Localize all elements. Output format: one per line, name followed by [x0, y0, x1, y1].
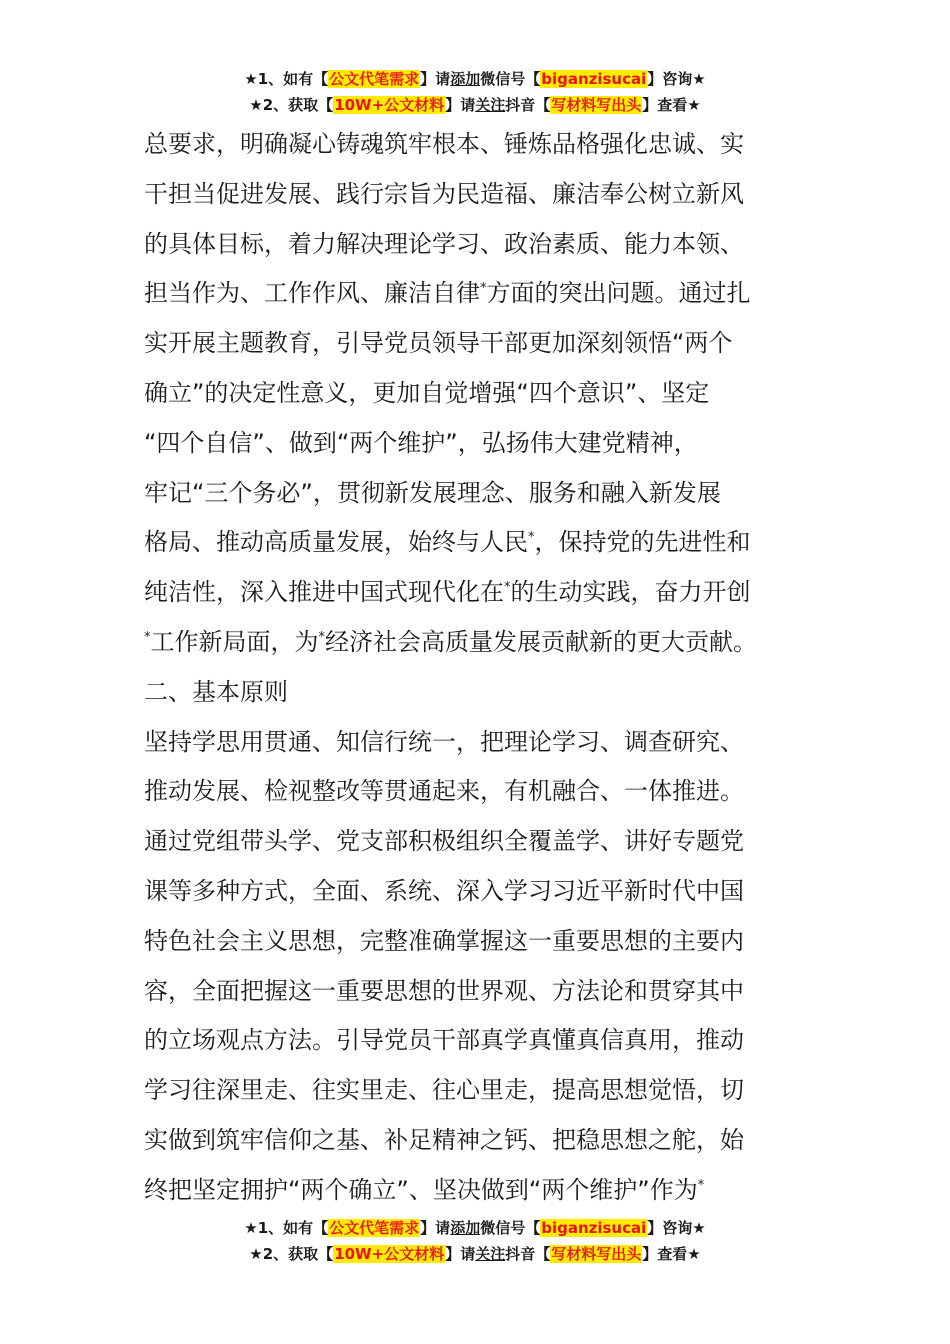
body-line: 牢记“三个务必”，贯彻新发展理念、服务和融入新发展 — [144, 478, 721, 507]
redaction-mark: * — [480, 281, 487, 297]
banner-text: ★2、获取【 — [249, 96, 334, 114]
banner-line — [0, 66, 950, 92]
banner-highlight: 写材料写出头 — [551, 1245, 642, 1263]
banner-highlight: 10W+公文材料 — [334, 1245, 445, 1263]
body-line: 的具体目标，着力解决理论学习、政治素质、能力本领、 — [144, 229, 744, 258]
body-line: 推动发展、检视整改等贯通起来，有机融合、一体推进。 — [144, 777, 744, 806]
banner-text: 】请 — [445, 96, 476, 114]
banner-text: 微信号【 — [480, 70, 541, 88]
banner-line — [0, 1215, 950, 1241]
body-line: 通过党组带头学、党支部积极组织全覆盖学、讲好专题党 — [144, 827, 744, 856]
section-heading: 二、基本原则 — [144, 677, 288, 706]
body-line: 坚持学思用贯通、知信行统一，把理论学习、调查研究、 — [144, 727, 744, 756]
banner-highlight: biganzisucai — [541, 70, 647, 88]
body-line: 干担当促进发展、践行宗旨为民造福、廉洁奉公树立新风 — [144, 179, 744, 208]
body-line: 确立”的决定性意义，更加自觉增强“四个意识”、坚定 — [144, 378, 710, 407]
body-line: 实开展主题教育，引导党员领导干部更加深刻领悟“两个 — [144, 329, 733, 358]
banner-text: 微信号【 — [480, 1219, 541, 1237]
body-line: 学习往深里走、往实里走、往心里走，提高思想觉悟，切 — [144, 1076, 744, 1105]
redaction-mark: * — [318, 629, 325, 645]
body-text: 的生动实践，奋力开创 — [510, 578, 751, 607]
body-text: 方面的突出问题。通过扎 — [486, 279, 751, 308]
promo-banner-top — [0, 66, 950, 118]
banner-underlined-text: 关注 — [475, 1245, 506, 1263]
banner-text: 】请 — [420, 70, 451, 88]
banner-underlined-text: 关注 — [475, 96, 506, 114]
banner-line — [0, 1241, 950, 1267]
body-line: 容，全面把握这一重要思想的世界观、方法论和贯穿其中 — [144, 976, 744, 1005]
body-line — [144, 269, 816, 319]
body-line: 实做到筑牢信仰之基、补足精神之钙、把稳思想之舵，始 — [144, 1125, 744, 1154]
body-line — [144, 1166, 816, 1216]
redaction-mark: * — [504, 580, 511, 596]
banner-text: 】咨询★ — [647, 1219, 706, 1237]
body-line — [144, 568, 816, 618]
banner-highlight: biganzisucai — [541, 1219, 647, 1237]
body-line — [144, 518, 816, 568]
banner-text: 】查看★ — [642, 1245, 701, 1263]
banner-text: 抖音【 — [505, 96, 551, 114]
body-line: 课等多种方式，全面、系统、深入学习习近平新时代中国 — [144, 876, 744, 905]
banner-highlight: 公文代笔需求 — [329, 1219, 420, 1237]
banner-underlined-text: 添加 — [450, 70, 481, 88]
body-text: 纯洁性，深入推进中国式现代化在 — [144, 578, 504, 607]
banner-text: 】咨询★ — [647, 70, 706, 88]
body-text: ，保持党的先进性和 — [534, 528, 751, 557]
redaction-mark: * — [528, 530, 535, 546]
body-text: 终把坚定拥护“两个确立”、坚决做到“两个维护”作为 — [144, 1175, 698, 1204]
body-text: 格局、推动高质量发展，始终与人民 — [144, 528, 528, 557]
redaction-mark: * — [144, 629, 151, 645]
banner-text: ★2、获取【 — [249, 1245, 334, 1263]
banner-highlight: 公文代笔需求 — [329, 70, 420, 88]
body-text: 担当作为、工作作风、廉洁自律 — [144, 279, 480, 308]
banner-text: 】查看★ — [642, 96, 701, 114]
banner-underlined-text: 添加 — [450, 1219, 481, 1237]
document-body — [144, 120, 816, 1216]
banner-text: ★1、如有【 — [244, 70, 329, 88]
body-line — [144, 618, 816, 668]
banner-highlight: 10W+公文材料 — [334, 96, 445, 114]
banner-line — [0, 92, 950, 118]
body-line: “四个自信”、做到“两个维护”，弘扬伟大建党精神， — [144, 428, 698, 457]
body-line: 特色社会主义思想，完整准确掌握这一重要思想的主要内 — [144, 926, 744, 955]
promo-banner-bottom — [0, 1215, 950, 1267]
banner-text: 】请 — [420, 1219, 451, 1237]
body-line: 总要求，明确凝心铸魂筑牢根本、锤炼品格强化忠诚、实 — [144, 130, 744, 158]
banner-text: 抖音【 — [505, 1245, 551, 1263]
banner-text: 】请 — [445, 1245, 476, 1263]
body-text: 经济社会高质量发展贡献新的更大贡献。 — [325, 627, 757, 656]
banner-text: ★1、如有【 — [244, 1219, 329, 1237]
body-text: 工作新局面，为 — [150, 627, 319, 656]
body-line: 的立场观点方法。引导党员干部真学真懂真信真用，推动 — [144, 1026, 744, 1055]
redaction-mark: * — [697, 1177, 705, 1193]
banner-highlight: 写材料写出头 — [551, 96, 642, 114]
